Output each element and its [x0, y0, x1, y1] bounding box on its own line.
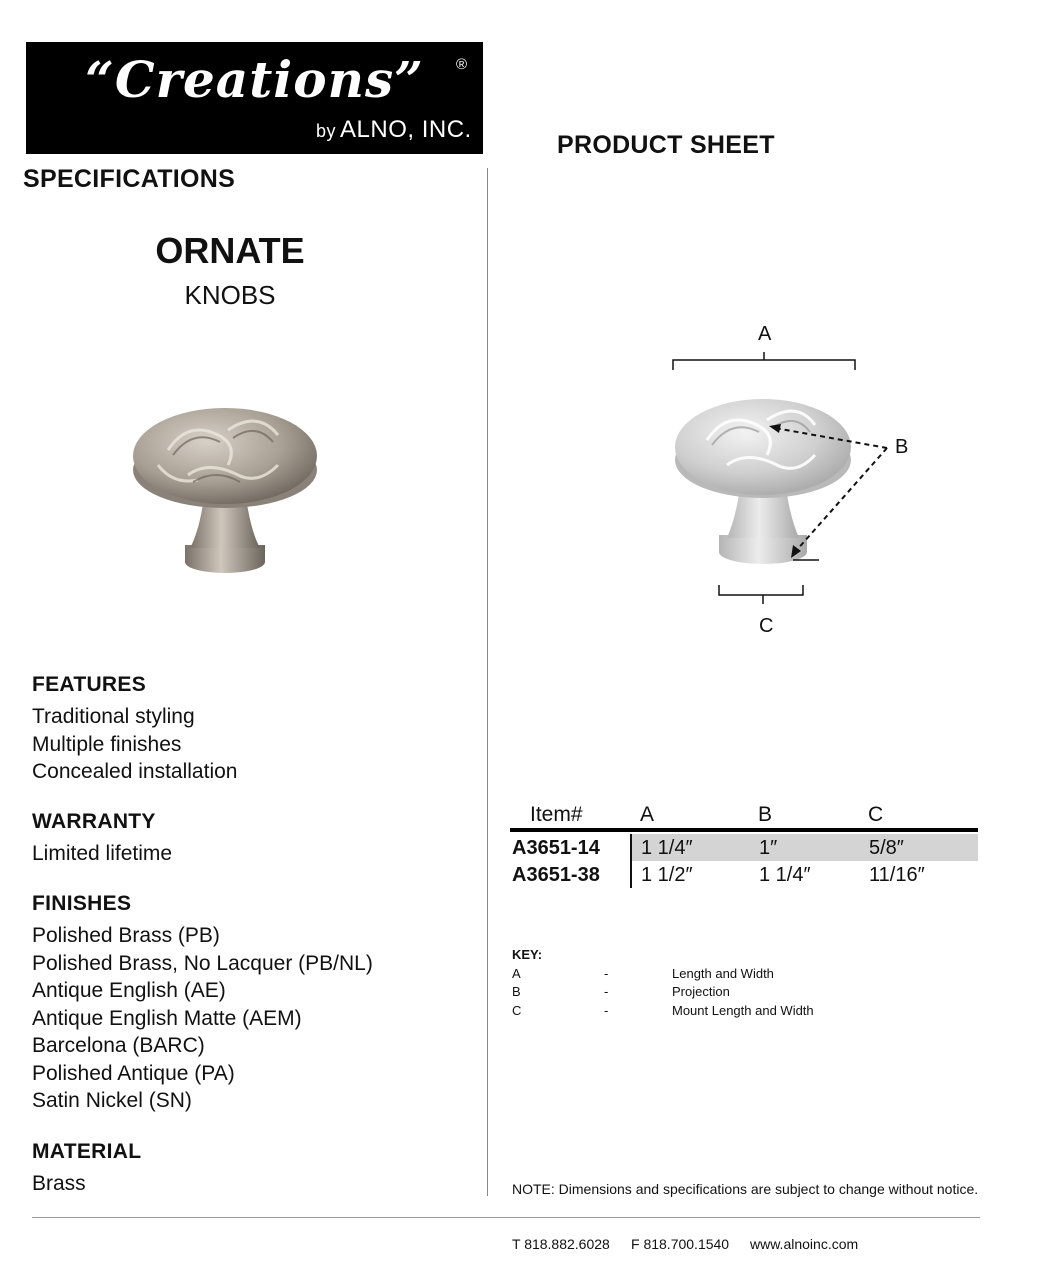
key-dash: -	[604, 984, 609, 999]
specifications-heading: SPECIFICATIONS	[23, 165, 236, 193]
feature-item: Multiple finishes	[32, 732, 182, 756]
material-title: MATERIAL	[32, 1140, 142, 1163]
table-header-cell: B	[758, 803, 773, 826]
finish-item: Barcelona (BARC)	[32, 1034, 205, 1057]
logo-by-text: by	[316, 121, 337, 141]
table-cell: 1″	[759, 837, 778, 859]
logo-registered-mark: ®	[456, 56, 468, 73]
finish-item: Antique English (AE)	[32, 979, 226, 1002]
table-row	[510, 834, 980, 861]
finish-item: Polished Brass (PB)	[32, 924, 220, 947]
finish-item: Polished Brass, No Lacquer (PB/NL)	[32, 951, 373, 975]
finish-item: Polished Antique (PA)	[32, 1061, 235, 1085]
table-cell: A3651-38	[512, 864, 600, 886]
key-dash: -	[604, 1002, 609, 1018]
table-cell: 1 1/4″	[641, 837, 693, 859]
product-name: ORNATE	[155, 230, 305, 271]
key-letter: A	[512, 965, 521, 981]
key-desc: Mount Length and Width	[672, 1002, 814, 1018]
disclaimer-note: NOTE: Dimensions and specifications are subject to change without notice.	[512, 1181, 979, 1197]
contact-phone: T 818.882.6028	[512, 1236, 610, 1252]
diagram-label-b: B	[895, 436, 909, 458]
table-cell: A3651-14	[512, 837, 600, 859]
key-desc: Projection	[672, 984, 730, 999]
material-section	[32, 1140, 141, 1198]
column-divider	[487, 168, 488, 1196]
key-row	[512, 983, 912, 1002]
features-title: FEATURES	[32, 673, 147, 696]
table-header-cell: A	[640, 803, 655, 826]
table-header-rule	[510, 828, 978, 832]
dimensions-table	[510, 800, 980, 888]
finishes-title: FINISHES	[32, 892, 132, 915]
key-desc: Length and Width	[672, 965, 774, 981]
diagram-label-c: C	[759, 615, 774, 637]
key-letter: B	[512, 984, 521, 999]
dimension-diagram	[665, 320, 925, 650]
key-dash: -	[604, 965, 609, 981]
feature-item: Concealed installation	[32, 760, 238, 783]
table-header-cell: Item#	[530, 803, 583, 826]
footer-divider	[32, 1217, 980, 1218]
features-section	[32, 673, 237, 786]
warranty-section	[32, 810, 172, 868]
table-cell: 1 1/2″	[641, 864, 693, 886]
product-sheet-heading: PRODUCT SHEET	[557, 131, 775, 159]
diagram-label-a: A	[758, 323, 772, 345]
product-type: KNOBS	[184, 280, 276, 310]
warranty-title: WARRANTY	[32, 810, 156, 833]
finish-item: Antique English Matte (AEM)	[32, 1006, 302, 1030]
row-divider	[630, 861, 632, 888]
dimension-key	[512, 946, 912, 1020]
table-row	[510, 861, 980, 888]
contact-website[interactable]: www.alnoinc.com	[750, 1236, 859, 1252]
key-letter: C	[512, 1002, 522, 1018]
warranty-item: Limited lifetime	[32, 842, 173, 865]
finish-item: Satin Nickel (SN)	[32, 1089, 192, 1112]
table-cell: 1 1/4″	[759, 864, 811, 886]
table-header-cell: C	[868, 803, 884, 826]
finishes-section	[32, 892, 373, 1115]
logo-brand-text: “Creations”	[85, 50, 424, 109]
table-header	[510, 800, 980, 830]
logo-company	[316, 116, 472, 144]
material-item: Brass	[32, 1172, 86, 1195]
feature-item: Traditional styling	[32, 705, 195, 728]
key-row	[512, 1002, 912, 1021]
knob-product-image	[128, 390, 323, 580]
table-cell: 11/16″	[869, 864, 925, 886]
key-title: KEY:	[512, 947, 543, 962]
brand-logo	[26, 42, 483, 154]
table-cell: 5/8″	[869, 837, 904, 859]
key-row	[512, 965, 912, 984]
contact-fax: F 818.700.1540	[631, 1236, 730, 1252]
logo-company-name: ALNO, INC.	[340, 116, 472, 143]
row-divider	[630, 834, 632, 861]
